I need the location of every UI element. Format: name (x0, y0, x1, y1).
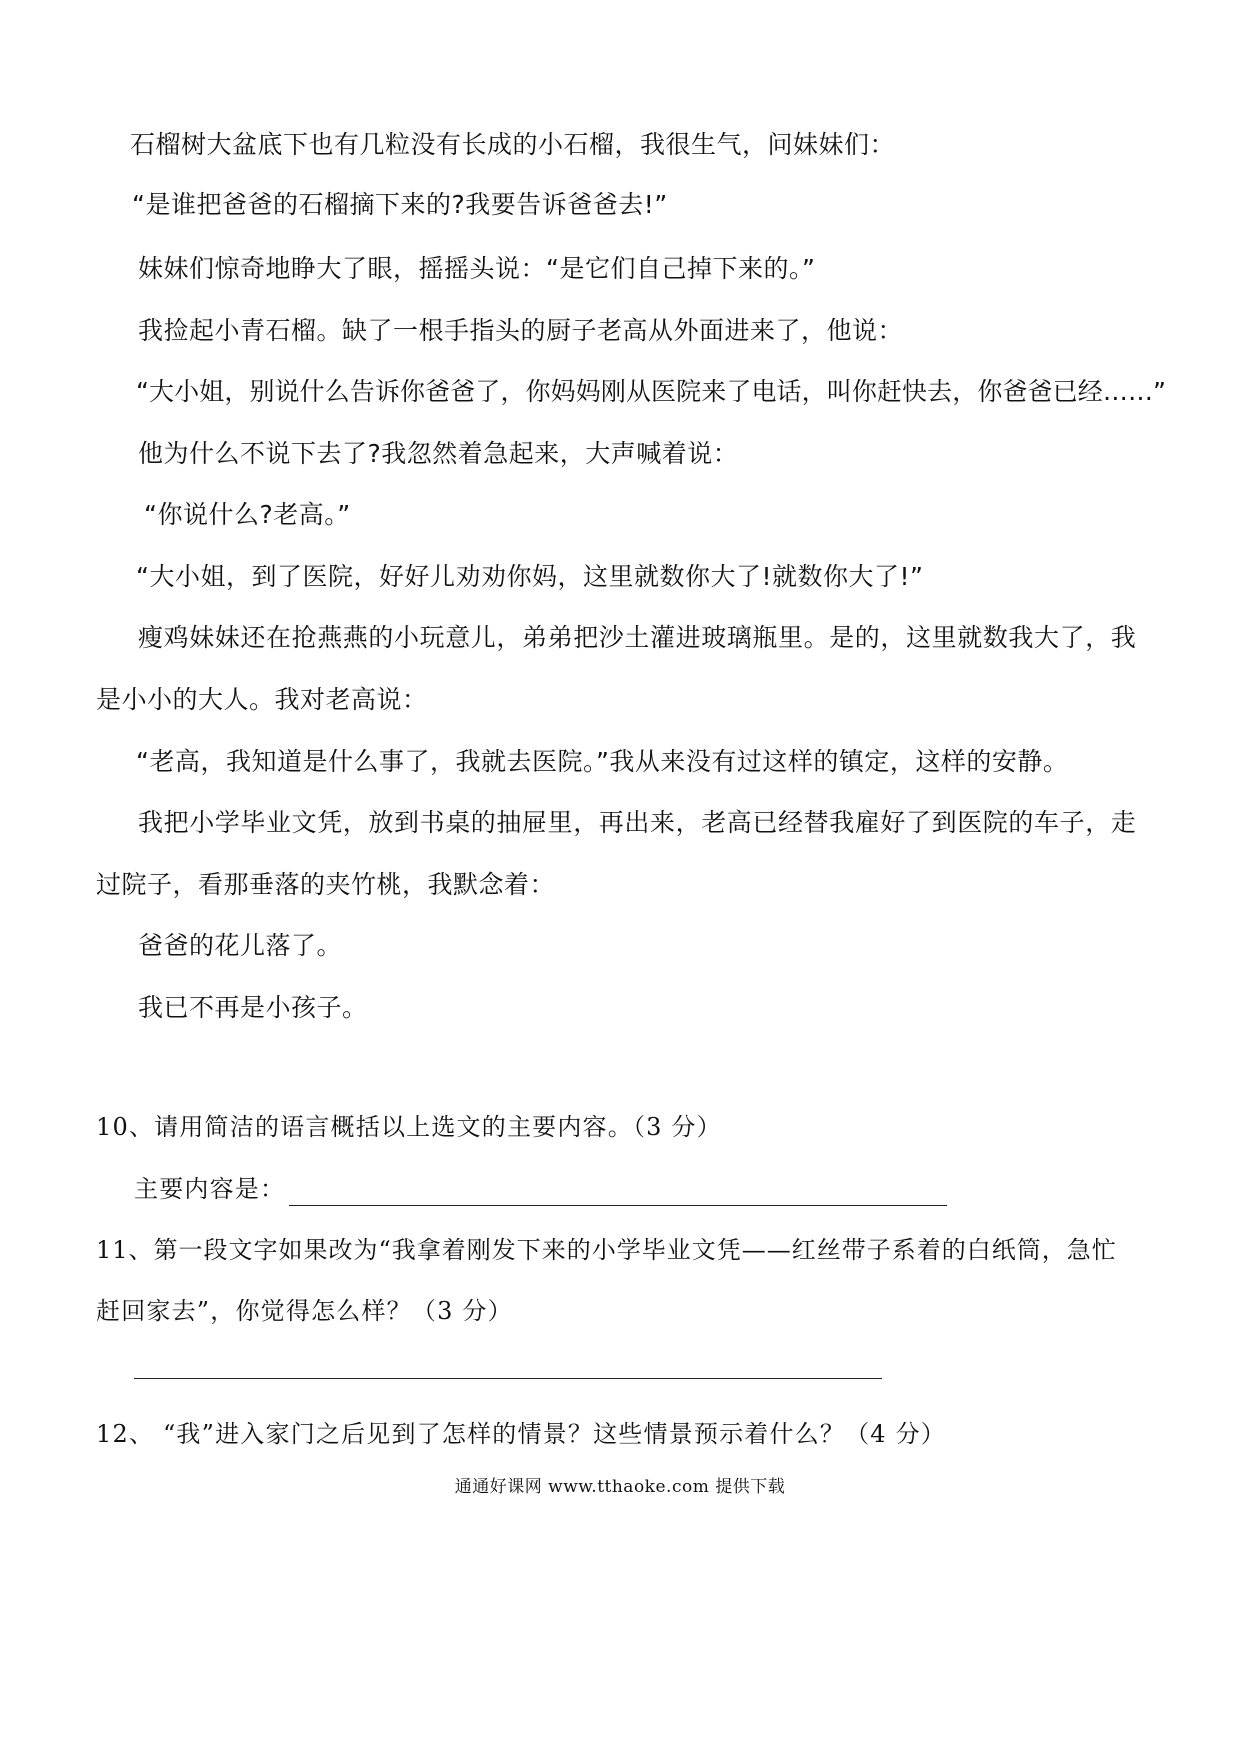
passage-line: 石榴树大盆底下也有几粒没有长成的小石榴，我很生气，问妹妹们： (130, 130, 896, 159)
question-11-line-2: 赶回家去”，你觉得怎么样？（3 分） (96, 1297, 513, 1325)
passage-line: 瘦鸡妹妹还在抢燕燕的小玩意儿，弟弟把沙土灌进玻璃瓶里。是的，这里就数我大了，我 (138, 623, 1137, 652)
passage-line: 我捡起小青石榴。缺了一根手指头的厨子老高从外面进来了，他说： (138, 316, 904, 345)
passage-line: “你说什么?老高。” (144, 500, 351, 529)
passage-line: “老高，我知道是什么事了，我就去医院。”我从来没有过这样的镇定，这样的安静。 (136, 747, 1069, 776)
question-12: 12、 “我”进入家门之后见到了怎样的情景？这些情景预示着什么？（4 分） (96, 1420, 947, 1448)
page-footer: 通通好课网 www.tthaoke.com 提供下载 (454, 1477, 786, 1497)
question-11-line-1: 11、第一段文字如果改为“我拿着刚发下来的小学毕业文凭——红丝带子系着的白纸筒，急忙 (96, 1236, 1117, 1264)
answer-blank (289, 1183, 947, 1206)
passage-line: 爸爸的花儿落了。 (138, 931, 343, 960)
passage-line: 妹妹们惊奇地睁大了眼，摇摇头说：“是它们自己掉下来的。” (138, 254, 816, 283)
passage-line: “大小姐，到了医院，好好儿劝劝你妈，这里就数你大了!就数你大了!” (136, 562, 924, 591)
passage-line: 我把小学毕业文凭，放到书桌的抽屉里，再出来，老高已经替我雇好了到医院的车子，走 (138, 808, 1137, 837)
question-10: 10、请用简洁的语言概括以上选文的主要内容。（3 分） (96, 1113, 722, 1141)
answer-label: 主要内容是： (134, 1175, 286, 1203)
passage-line: “大小姐，别说什么告诉你爸爸了，你妈妈刚从医院来了电话，叫你赶快去，你爸爸已经……” (136, 377, 1167, 406)
passage-line: 他为什么不说下去了?我忽然着急起来，大声喊着说： (138, 439, 739, 468)
passage-line: “是谁把爸爸的石榴摘下来的?我要告诉爸爸去!” (132, 190, 668, 219)
answer-blank (134, 1378, 882, 1379)
passage-line: 我已不再是小孩子。 (138, 993, 368, 1022)
question-10-answer-row (134, 1172, 947, 1206)
passage-line: 过院子，看那垂落的夹竹桃，我默念着： (96, 870, 556, 899)
passage-line: 是小小的大人。我对老高说： (96, 685, 428, 714)
